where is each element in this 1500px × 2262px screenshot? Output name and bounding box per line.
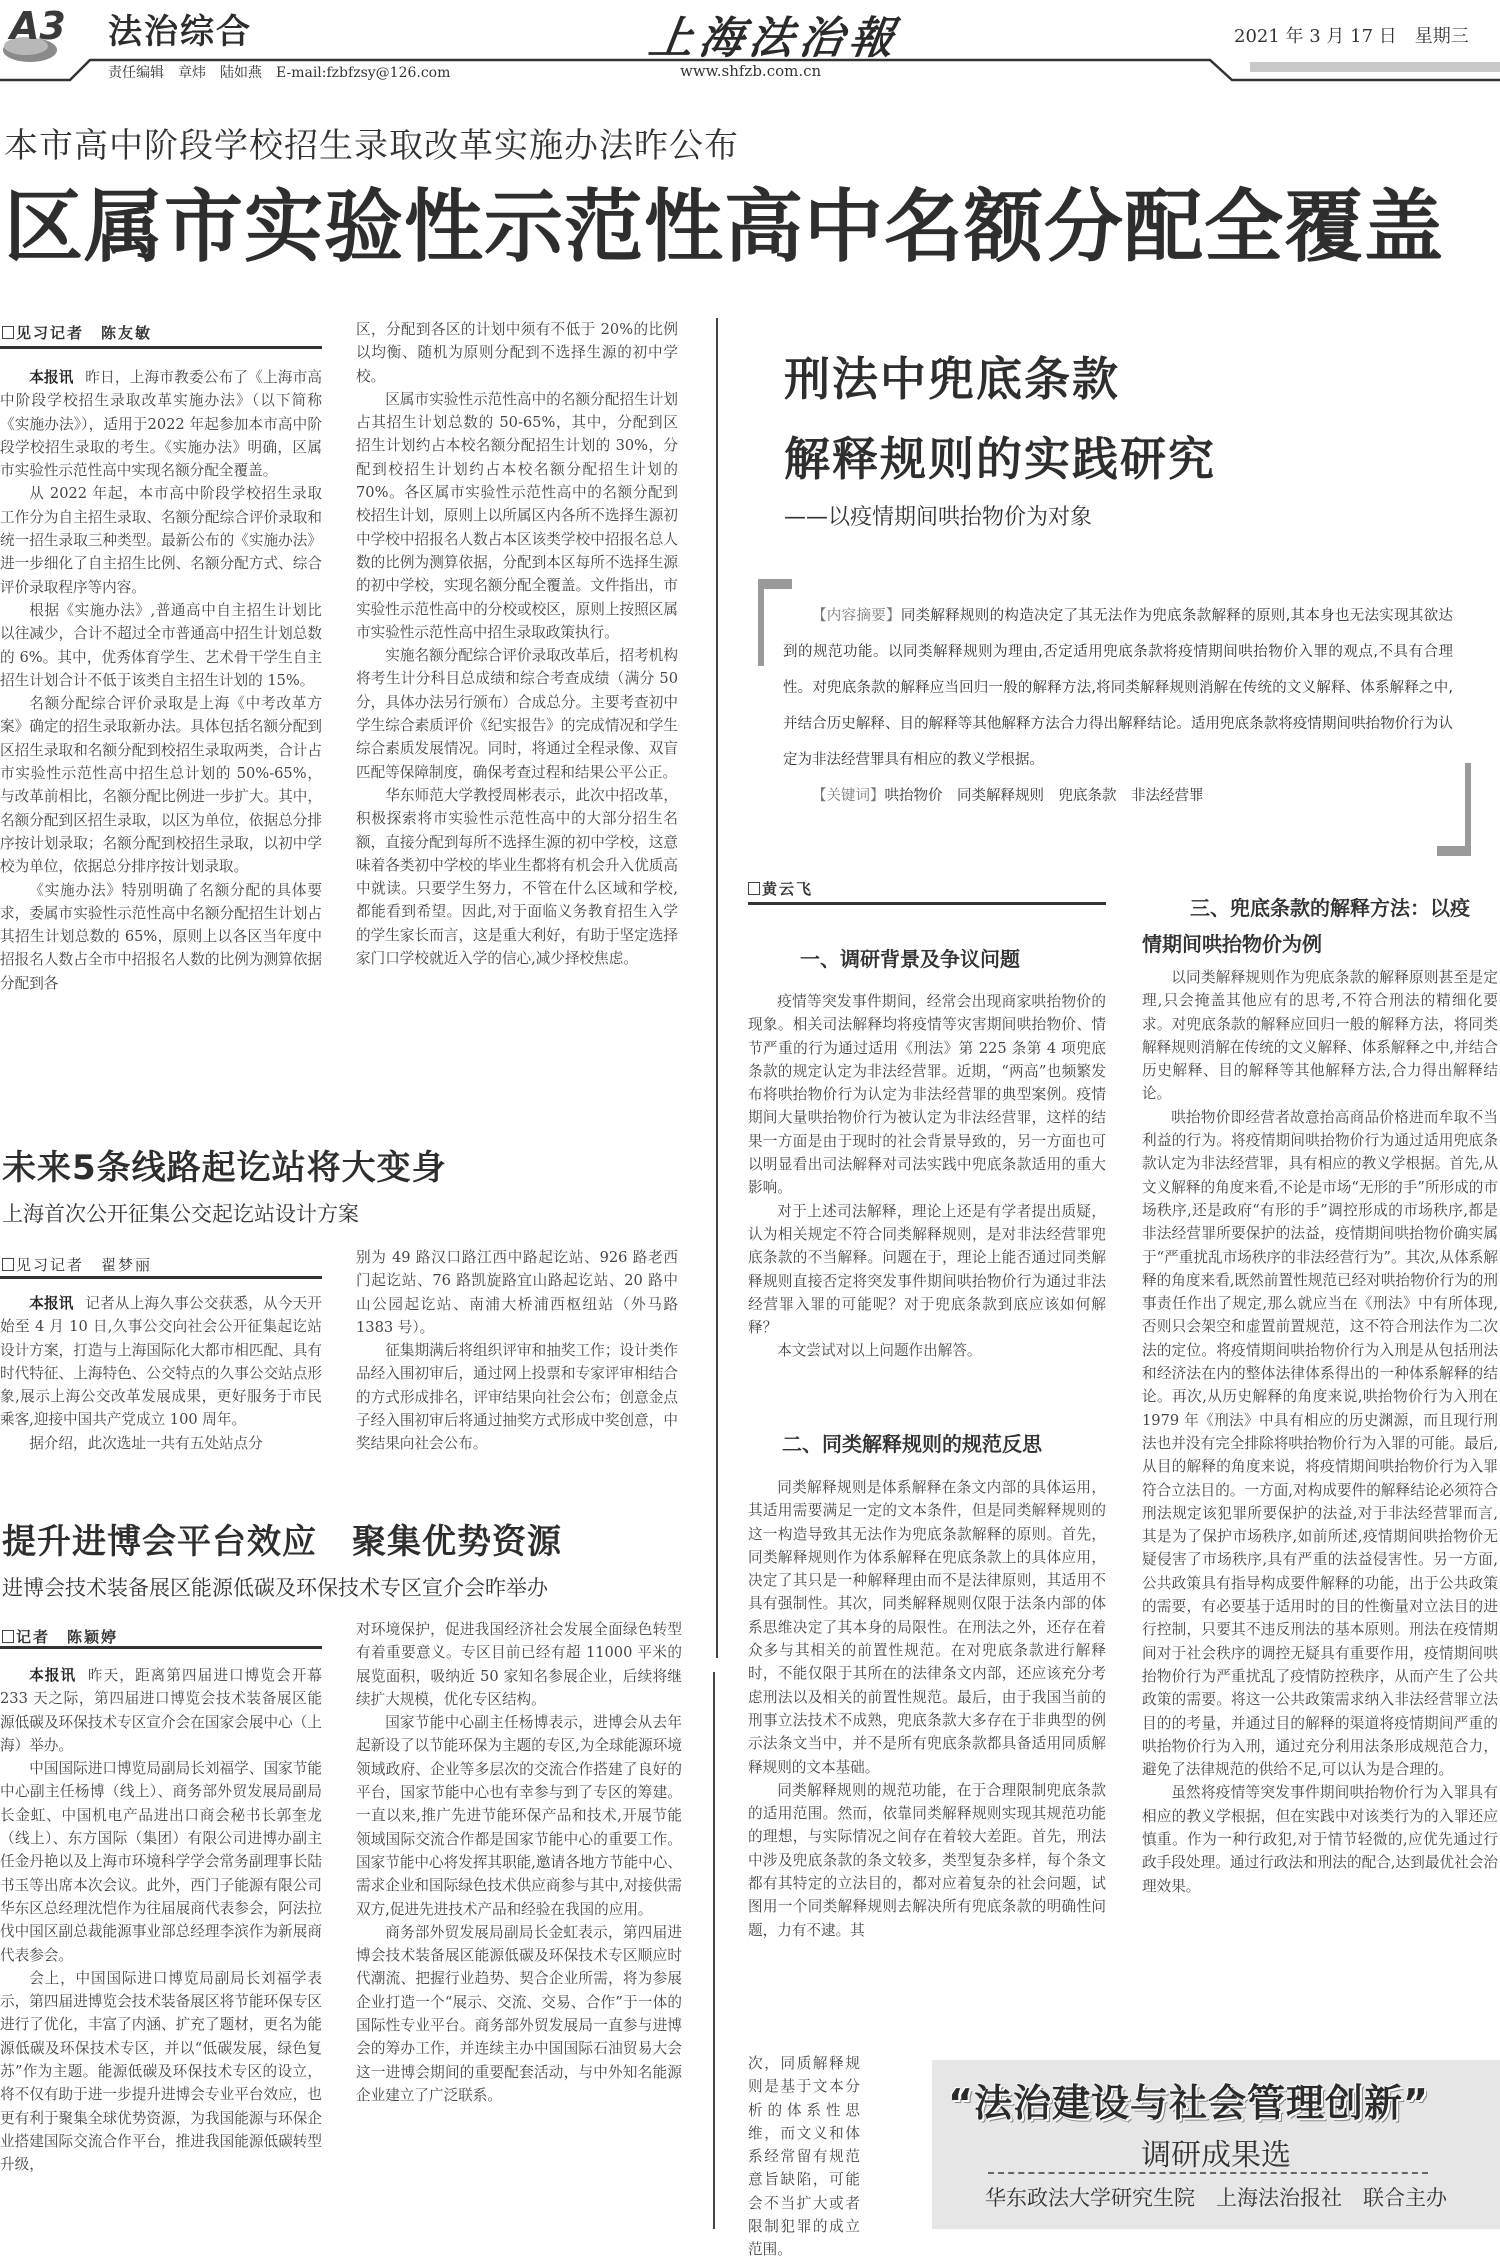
byline-box-icon [748, 882, 760, 895]
issue-date: 2021 年 3 月 17 日 星期三 [1234, 26, 1469, 47]
date-bar [1250, 62, 1500, 72]
lead-column-2 [356, 318, 678, 1098]
section-2-paragraph: 同类解释规则是体系解释在条文内部的具体运用，其适用需要满足一定的文本条件，但是同类解释规则的这一构造导致其无法作为兜底条款解释的原则。首先，同类解释规则作为体系解释在兜底条款上的具体应用，决定了其只是一种解释理由而不是法律原则，其适用不具有强制性。其次，同类解释规则仅限于法条内部的体系思维决定了其本身的局限性。在刑法之外，还存在着众多与其相关的前置性规范。在对兜底条款进行解释时，不能仅限于其所在的法律条文内部，还应该充分考虑刑法以及相关的前置性规范。最后，由于我国当前的刑事立法技术不成熟，兜底条款大多存在于非典型的例示法条文当中，并不是所有兜底条款都具备适用同质解释规则的文本基础。 [748, 1479, 1106, 1776]
promo-subtitle: 调研成果选 [1141, 2138, 1291, 2173]
bus-byline [2, 1254, 152, 1275]
lead-byline-rule [0, 346, 322, 349]
section-2-tail: 次，同质解释规则是基于文本分析的体系性思维，而文义和体系经常留有规范意旨缺陷，可能会不当扩大或者限制犯罪的成立范围。 [748, 2055, 860, 2259]
lead-paragraph: 区，分配到各区的计划中须有不低于 20%的比例以均衡、随机为原则分配到不选择生源的初中学校。 [356, 321, 678, 385]
bracket-bottom-right [1437, 846, 1471, 856]
expo-subhead: 进博会技术装备展区能源低碳及环保技术专区宣介会昨举办 [2, 1576, 548, 1600]
section-1-paragraph: 本文尝试对以上问题作出解答。 [777, 1342, 982, 1360]
keywords-text: 哄抬物价 同类解释规则 兜底条款 非法经营罪 [884, 788, 1204, 804]
feature-subtitle: ——以疫情期间哄抬物价为对象 [784, 505, 1093, 530]
section-3-paragraph: 哄抬物价即经营者故意抬高商品价格进而牟取不当利益的行为。将疫情期间哄抬物价行为通过适用兜底条款认定为非法经营罪，具有相应的教义学根据。首先,从文义解释的角度来看,不论是市场“无形的手”所形成的市场秩序,还是政府“有形的手”调控形成的市场秩序,都是非法经营罪所要保护的法益，疫情期间哄抬物价确实属于“严重扰乱市场秩序的非法经营行为”。其次,从体系解释的角度来看,既然前置性规范已经对哄抬物价行为的刑事责任作出了规定,那么就应当在《刑法》中有所体现,否则只会架空和虚置前置规范，这不符合刑法作为二次法的定位。将疫情期间哄抬物价行为入刑是从包括刑法和经济法在内的整体法律体系得出的一种体系解释的结论。再次,从历史解释的角度来说,哄抬物价行为入刑在 1979 年《刑法》中具有相应的历史渊源，而且现行刑法也并没有完全排除将哄抬物价行为入罪的可能。最后,从目的解释的角度来说，将疫情期间哄抬物价行为入罪符合立法目的。一方面,对构成要件的解释结论必须符合刑法规定该犯罪所要保护的法益,对于非法经营罪而言,其是为了保护市场秩序,如前所述,疫情期间哄抬物价无疑侵害了市场秩序,具有严重的法益侵害性。另一方面,公共政策具有指导构成要件解释的功能，出于公共政策的需要，有必要基于适用时的目的性衡量对立法目的进行控制，只要其不违反刑法的基本原则。刑法在疫情期间对于社会秩序的调控无疑具有重要作用，疫情期间哄抬物价行为严重扰乱了疫情防控秩序，从而产生了公共政策的需要。将这一公共政策需求纳入非法经营罪立法目的的考量，并通过目的解释的渠道将疫情期间严重的哄抬物价行为入刑，通过充分利用法条形成规范合力，避免了法律规范的供给不足,可以认为是合理的。 [1142, 1108, 1498, 1779]
lead-paragraph: 华东师范大学教授周彬表示，此次中招改革，积极探索将市实验性示范性高中的大部分招生名额，直接分配到每所不选择生源的初中学校，这意味着各类初中学校的毕业生都将有机会升入优质高中就读。只要学生努力，不管在什么区域和学校,都能看到希望。因此,对于面临义务教育招生入学的学生家长而言，这是重大利好，有助于坚定选择家门口学校就近入学的信心,减少择校焦虑。 [356, 786, 678, 968]
column-divider [713, 1672, 715, 2229]
bus-paragraph: 据介绍，此次选址一共有五处站点分 [29, 1434, 263, 1452]
expo-paragraph: 昨天，距离第四届进口博览会开幕 233 天之际，第四届进口博览会技术装备展区能源低碳及环保技术专区宣介会在国家会展中心（上海）举办。 [0, 1667, 322, 1754]
column-promo-box [932, 2060, 1500, 2229]
bus-column-2 [356, 1246, 678, 1476]
promo-title: “法治建设与社会管理创新” [948, 2081, 1429, 2125]
lead-column-1 [0, 366, 322, 1096]
expo-headline: 提升进博会平台效应 聚集优势资源 [2, 1522, 562, 1562]
expo-paragraph: 中国国际进口博览局副局长刘福学、国家节能中心副主任杨博（线上）、商务部外贸发展局副局长金虹、中国机电产品进出口商会秘书长郭奎龙（线上）、东方国际（集团）有限公司进博办副主任金丹艳以及上海市环境科学学会常务副理事长陆书玉等出席本次会议。此外，西门子能源有限公司华东区总经理沈恺作为往届展商代表参会，阿法拉伐中国区副总裁能源事业部总经理李滨作为新展商代表参会。 [0, 1760, 322, 1964]
expo-column-2 [356, 1618, 682, 2229]
lead-paragraph: 《实施办法》特别明确了名额分配的具体要求，委属市实验性示范性高中名额分配招生计划占其招生计划总数的 65%，原则上以各区当年度中招报名人数占全市中招报名人数的比例为测算依据分配到各 [0, 881, 322, 992]
promo-organizers: 华东政法大学研究生院 上海法治报社 联合主办 [985, 2186, 1447, 2210]
column-divider [716, 318, 718, 1658]
expo-paragraph: 国家节能中心副主任杨博表示，进博会从去年起新设了以节能环保为主题的专区,为全球能源环境领域政府、企业等多层次的交流合作搭建了良好的平台，国家节能中心也有幸参与到了专区的筹建。一直以来,推广先进节能环保产品和技术,开展节能领域国际交流合作都是国家节能中心的重要工作。国家节能中心将发挥其职能,邀请各地方节能中心、需求企业和国际绿色技术供应商参与其中,对接供需双方,促进先进技术产品和经验在我国的应用。 [356, 1714, 682, 1918]
bus-subhead: 上海首次公开征集公交起讫站设计方案 [2, 1202, 359, 1226]
section-2-paragraph: 同类解释规则的规范功能，在于合理限制兜底条款的适用范围。然而，依靠同类解释规则实现其规范功能的理想，与实际情况之间存在着较大差距。首先，刑法中涉及兜底条款的条文较多，类型复杂多样，每个条文都有其特定的立法目的，都对应着复杂的社会问题，试图用一个同类解释规则去解决所有兜底条款的明确性问题，力有不逮。其 [748, 1781, 1106, 1939]
editors-line: 责任编辑 章炜 陆如燕 E-mail:fzbfzsy@126.com [108, 65, 451, 81]
lead-byline [2, 322, 152, 343]
lead-paragraph: 名额分配综合评价录取是上海《中考改革方案》确定的招生录取新办法。具体包括名额分配到区招生录取和名额分配到校招生录取两类，合计占市实验性示范性高中招生总计划的 50%-65%，与改革前相比，名额分配比例进一步扩大。其中，名额分配到区招生录取，以区为单位，依据总分排序按计划录取；名额分配到校招生录取，以初中学校为单位，依据总分排序按计划录取。 [0, 695, 322, 876]
lead-paragraph: 根据《实施办法》,普通高中自主招生计划比以往减少，合计不超过全市普通高中招生计划总数的 6%。其中，优秀体育学生、艺术骨干学生自主招生计划合计不低于该类自主招生计划的 15%。 [0, 601, 322, 689]
bus-dateline: 本报讯 [29, 1295, 74, 1312]
lead-paragraph: 区属市实验性示范性高中的名额分配招生计划占其招生计划总数的 50-65%，其中，分配到区招生计划约占本校名额分配招生计划的 30%，分配到校招生计划约占本校名额分配招生计划的 70%。各区属市实验性示范性高中的名额分配到校招生计划，原则上以所属区内各所不选择生源初中学校中招报名人数占本区该类学校中招报名总人数的比例为测算依据，分配到本区每所不选择生源的初中学校，实现名额分配全覆盖。文件指出，市实验性示范性高中的分校或校区，原则上按照区属市实验性示范性高中招生录取政策执行。 [356, 390, 678, 641]
feature-title-line-1: 刑法中兜底条款 [784, 352, 1120, 406]
feature-byline [748, 878, 813, 899]
section-3-heading-line-2: 情期间哄抬物价为例 [1142, 932, 1322, 956]
section-1-body [748, 990, 1106, 1400]
expo-byline-rule [0, 1646, 322, 1649]
expo-byline-text: 记者 陈颖婷 [16, 1628, 119, 1646]
lead-byline-text: 见习记者 陈友敏 [16, 324, 153, 342]
newspaper-logo: 上海法治報 [645, 13, 903, 64]
feature-author: 黄云飞 [762, 880, 814, 898]
feature-byline-rule [748, 902, 1106, 905]
byline-box-icon [2, 1630, 14, 1643]
bus-byline-rule [0, 1276, 322, 1279]
bracket-bottom-right [1465, 763, 1471, 855]
lead-dateline: 本报讯 [29, 369, 74, 386]
section-2-body [748, 1476, 1106, 2052]
section-3-body [1142, 966, 1498, 2054]
abstract-label: 【内容摘要】 [812, 608, 901, 624]
keywords-label: 【关键词】 [812, 788, 885, 804]
section-3-heading-line-1: 三、兜底条款的解释方法：以疫 [1190, 896, 1470, 920]
bus-paragraph: 征集期满后将组织评审和抽奖工作；设计类作品经入围初审后，通过网上投票和专家评审相结合的方式形成排名，评审结果向社会公布；创意金点子经入围初审后将通过抽奖方式形成中奖创意，中奖结果向社会公布。 [356, 1342, 678, 1453]
expo-dateline: 本报讯 [29, 1667, 77, 1684]
expo-paragraph: 商务部外贸发展局副局长金虹表示，第四届进博会技术装备展区能源低碳及环保技术专区顺应时代潮流、把握行业趋势、契合企业所需，将为参展企业打造一个“展示、交流、交易、合作”于一体的国际性专业平台。商务部外贸发展局一直参与进博会的筹办工作，并连续主办中国国际石油贸易大会这一进博会期间的重要配套活动，与中外知名能源企业建立了广泛联系。 [356, 1923, 682, 2104]
bus-paragraph: 记者从上海久事公交获悉，从今天开始至 4 月 10 日,久事公交向社会公开征集起讫站设计方案，打造与上海国际化大都市相匹配、具有时代特征、上海特色、公交特点的久事公交站点形象,展示上海公交改革发展成果，更好服务于市民乘客,迎接中国共产党成立 100 周年。 [0, 1295, 322, 1429]
bus-paragraph: 别为 49 路汉口路江西中路起讫站、926 路老西门起讫站、76 路凯旋路宜山路起讫站、20 路中山公园起讫站、南浦大桥浦西枢纽站（外马路 1383 号）。 [356, 1249, 678, 1336]
expo-paragraph: 对环境保护，促进我国经济社会发展全面绿色转型有着重要意义。专区目前已经有超 11000 平米的展览面积，吸纳近 50 家知名参展企业，后续将继续扩大规模，优化专区结构。 [356, 1621, 682, 1708]
promo-dashed-rule [988, 2172, 1428, 2174]
bus-byline-text: 见习记者 翟梦丽 [16, 1256, 153, 1274]
lead-headline: 区属市实验性示范性高中名额分配全覆盖 [4, 181, 1444, 273]
bus-column-1 [0, 1292, 322, 1472]
abstract-text: 同类解释规则的构造决定了其无法作为兜底条款解释的原则,其本身也无法实现其欲达到的规范功能。以同类解释规则为理由,否定适用兜底条款将疫情期间哄抬物价入罪的观点,不具有合理性。对兜底条款的解释应当回归一般的解释方法,将同类解释规则消解在传统的文义解释、体系解释之中,并结合历史解释、目的解释等其他解释方法合力得出解释结论。适用兜底条款将疫情期间哄抬物价行为认定为非法经营罪具有相应的教义学根据。 [783, 608, 1454, 768]
page-number: A3 [10, 4, 66, 48]
website-link[interactable]: www.shfzb.com.cn [680, 62, 822, 80]
feature-title-line-2: 解释规则的实践研究 [784, 432, 1216, 486]
section-2-heading: 二、同类解释规则的规范反思 [782, 1432, 1042, 1456]
bracket-top-left [758, 579, 764, 666]
expo-byline [2, 1626, 118, 1647]
section-name: 法治综合 [108, 12, 252, 52]
byline-box-icon [2, 326, 14, 339]
section-3-paragraph: 以同类解释规则作为兜底条款的解释原则甚至是定理,只会掩盖其他应有的思考,不符合刑法的精细化要求。对兜底条款的解释应回归一般的解释方法，将同类解释规则消解在传统的文义解释、体系解释之中,并结合历史解释、目的解释等其他解释方法,合力得出解释结论。 [1142, 969, 1498, 1103]
lead-paragraph: 从 2022 年起，本市高中阶段学校招生录取工作分为自主招生录取、名额分配综合评价录取和统一招生录取三种类型。最新公布的《实施办法》进一步细化了自主招生比例、名额分配方式、综合评价录取程序等内容。 [0, 485, 322, 596]
lead-paragraph: 实施名额分配综合评价录取改革后，招考机构将考生计分科目总成绩和综合考查成绩（满分 50 分，具体办法另行颁布）合成总分。主要考查初中学生综合素质评价《纪实报告》的完成情况和学生综合素质发展情况。同时，将通过全程录像、双盲匹配等保障制度，确保考查过程和结果公平公正。 [356, 647, 678, 781]
section-3-paragraph: 虽然将疫情等突发事件期间哄抬物价行为入罪具有相应的教义学根据，但在实践中对该类行为的入罪还应慎重。作为一种行政犯,对于情节轻微的,应优先通过行政手段处理。通过行政法和刑法的配合,达到最优社会治理效果。 [1142, 1784, 1498, 1895]
section-1-paragraph: 疫情等突发事件期间，经常会出现商家哄抬物价的现象。相关司法解释均将疫情等灾害期间哄抬物价、情节严重的行为通过适用《刑法》第 225 条第 4 项兜底条款的规定认定为非法经营罪。近期，“两高”也频繁发布将哄抬物价行为认定为非法经营罪的典型案例。疫情期间大量哄抬物价行为被认定为非法经营罪，这样的结果一方面是由于现时的社会背景导致的，另一方面也可以明显看出司法解释对司法实践中兜底条款适用的重大影响。 [748, 993, 1106, 1197]
bus-headline: 未来5条线路起讫站将大变身 [2, 1148, 447, 1188]
lead-paragraph: 昨日，上海市教委公布了《上海市高中阶段学校招生录取改革实施办法》（以下简称《实施办法》），适用于2022 年起参加本市高中阶段学校招生录取的考生。《实施办法》明确，区属市实验性示范性高中实现名额分配全覆盖。 [0, 369, 322, 480]
expo-paragraph: 会上，中国国际进口博览局副局长刘福学表示，第四届进博览会技术装备展区将节能环保专区进行了优化，丰富了内涵、扩充了题材，更名为能源低碳及环保技术专区，并以“低碳发展，绿色复苏”作为主题。能源低碳及环保技术专区的设立，将不仅有助于进一步提升进博会专业平台效应，也更有利于聚集全球优势资源，为我国能源与环保企业搭建国际交流合作平台，推进我国能源低碳转型升级， [0, 1969, 322, 2174]
feature-abstract [783, 598, 1453, 814]
section-1-paragraph: 对于上述司法解释，理论上还是有学者提出质疑，认为相关规定不符合同类解释规则，是对非法经营罪兜底条款的不当解释。问题在于，理论上能否通过同类解释规则直接否定将突发事件期间哄抬物价行为通过非法经营罪入罪的可能呢？对于兜底条款到底应该如何解释？ [748, 1202, 1106, 1337]
byline-box-icon [2, 1258, 14, 1271]
lead-kicker: 本市高中阶段学校招生录取改革实施办法昨公布 [4, 126, 739, 166]
expo-column-1 [0, 1664, 322, 2229]
section-1-heading: 一、调研背景及争议问题 [800, 947, 1020, 971]
